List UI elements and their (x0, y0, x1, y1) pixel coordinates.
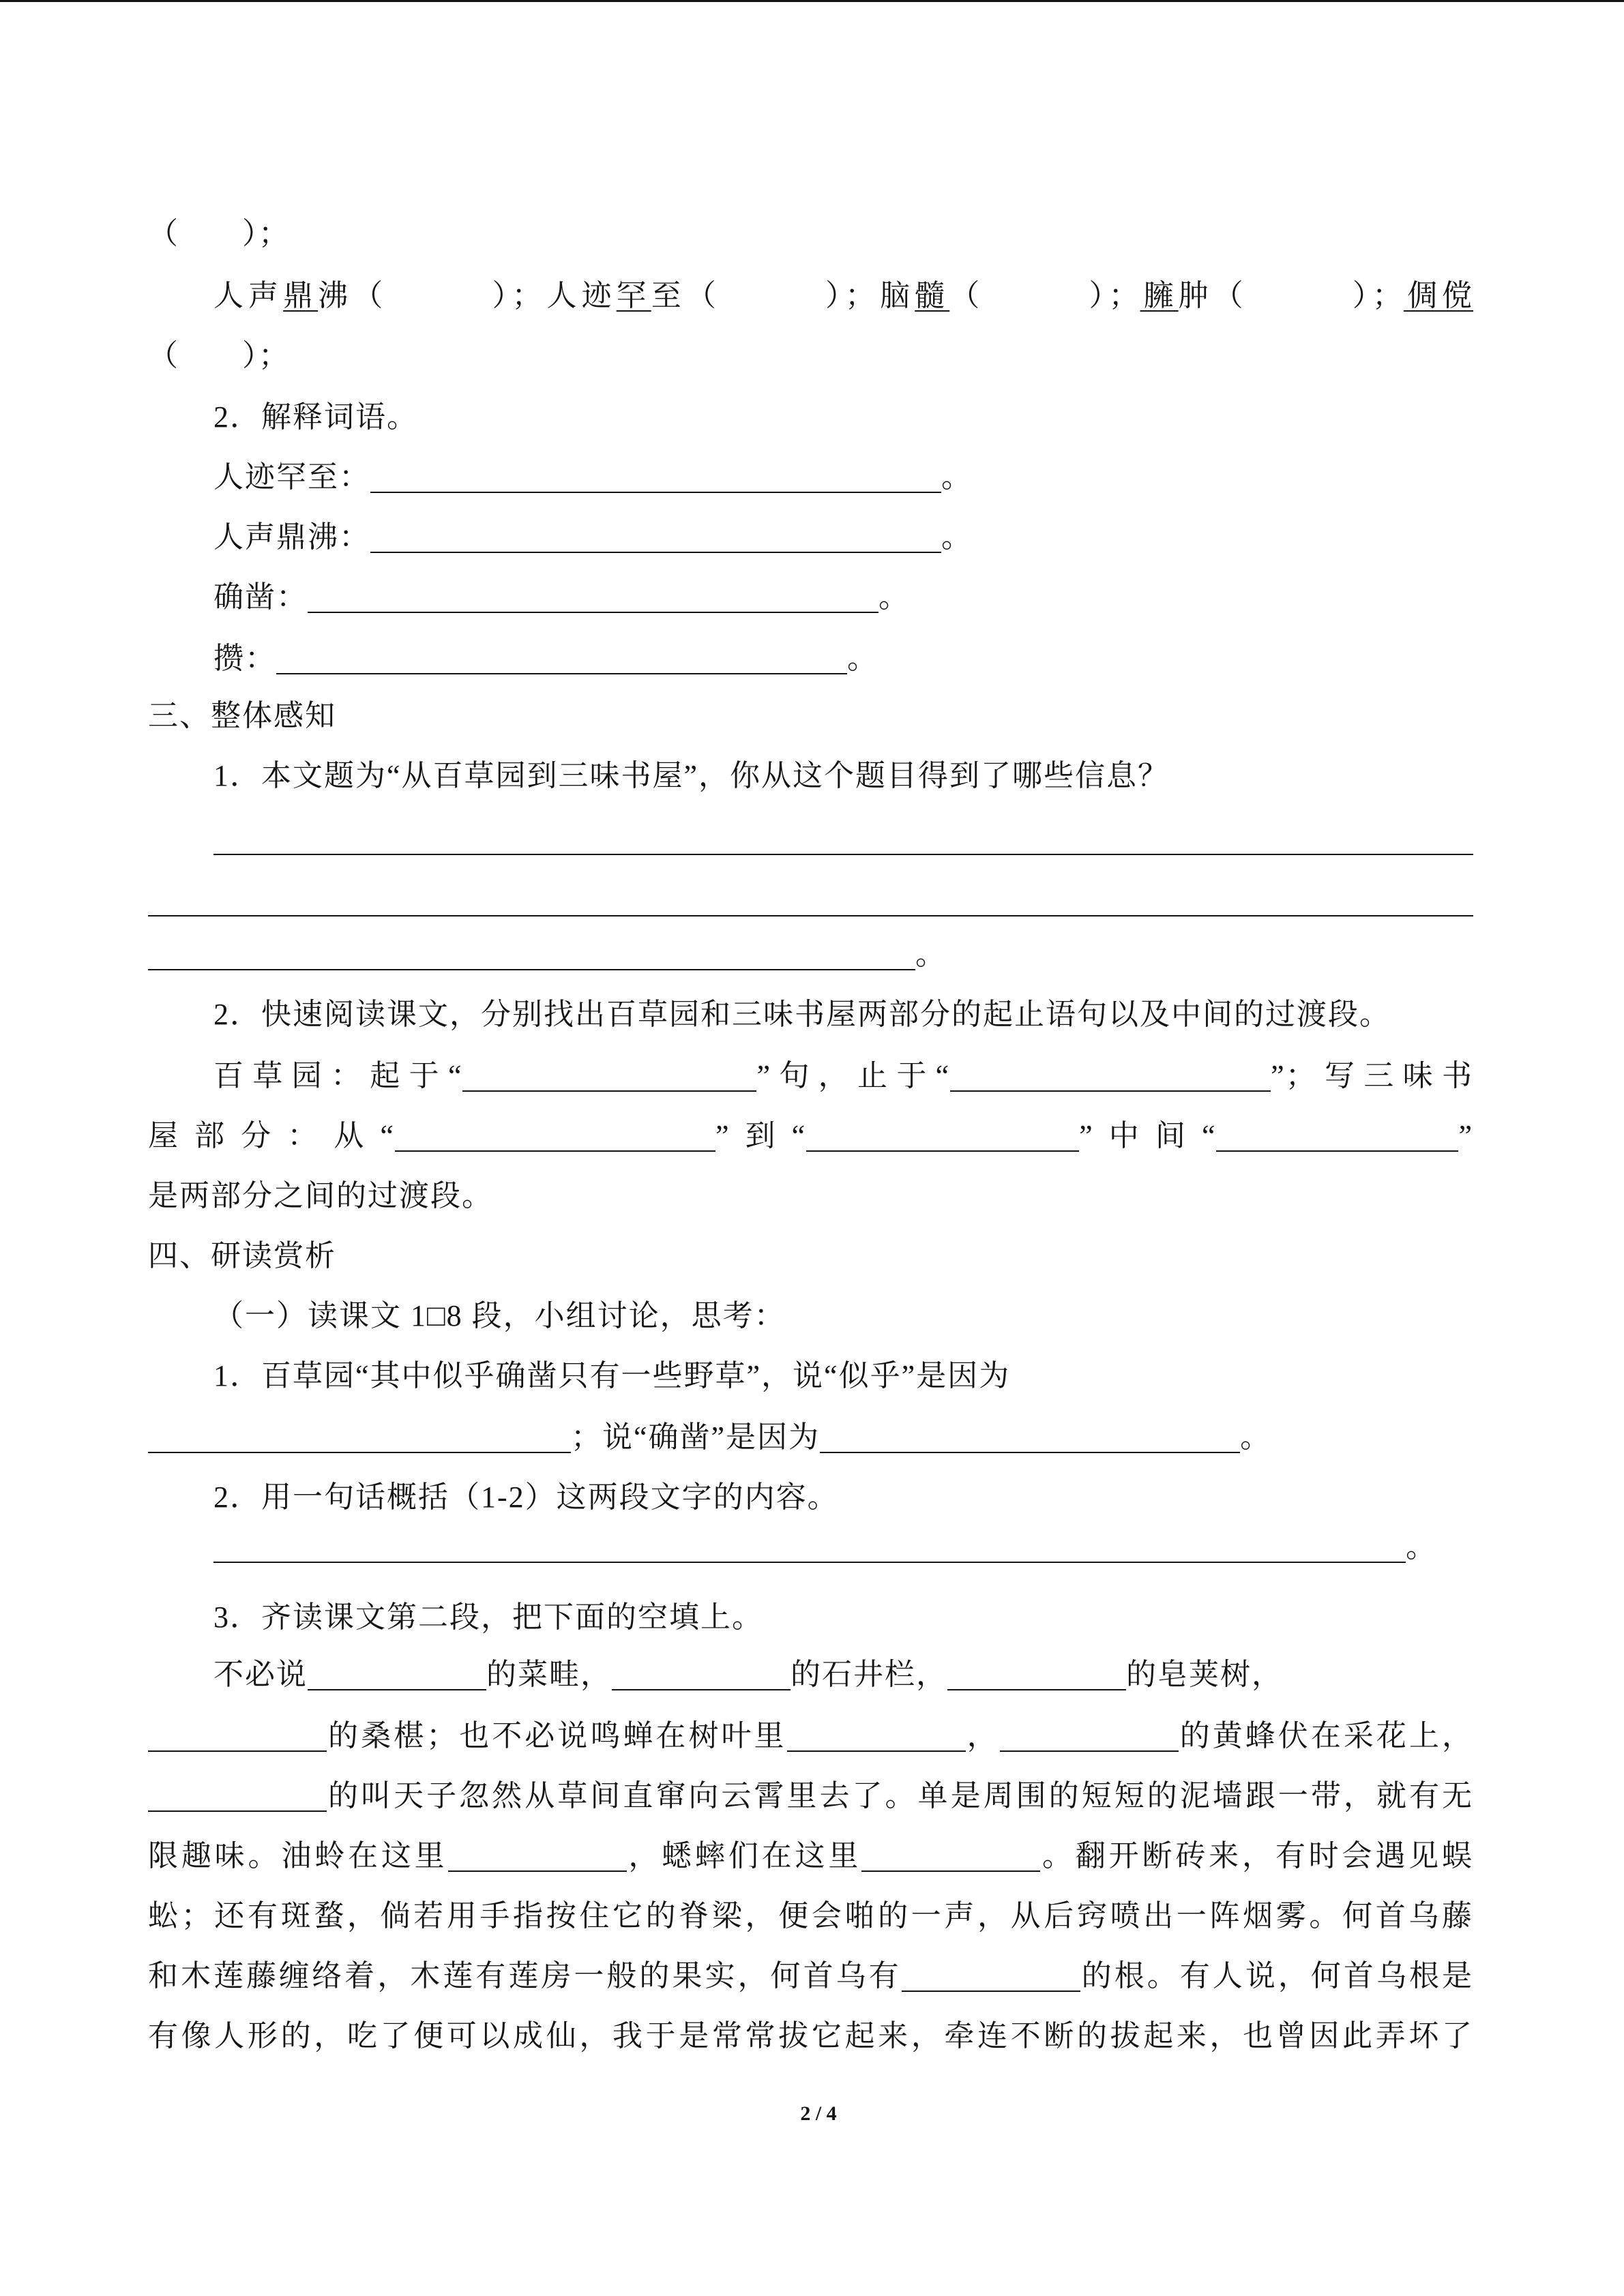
text-segment: 。 (1240, 1420, 1272, 1454)
text-segment: 百草园：起于“ (213, 1059, 463, 1092)
answer-blank (148, 1425, 571, 1453)
underlined-char: 臃 (1140, 279, 1179, 312)
answer-blank (1216, 1123, 1458, 1152)
text-segment: ”到“ (715, 1119, 807, 1152)
text-segment: ”句，止于“ (756, 1059, 951, 1092)
text-segment: 至（ ）；脑 (651, 279, 915, 312)
answer-blank (448, 1843, 627, 1872)
answer-blank (820, 1425, 1240, 1453)
text-segment: 。 (879, 580, 910, 614)
text-segment: 不必说 (213, 1658, 308, 1691)
answer-blank (902, 1963, 1080, 1992)
pronunciation-line-continued: （ ）； (148, 339, 290, 372)
pronunciation-line (213, 275, 1473, 316)
answer-blank (1000, 1723, 1179, 1752)
answer-blank (370, 524, 941, 553)
answer-blank (308, 1662, 486, 1690)
passage-line (148, 1776, 1473, 1817)
passage-line (213, 1654, 1473, 1695)
answer-blank (612, 1662, 791, 1690)
passage-line (148, 1836, 1473, 1877)
text-segment: 。 (915, 938, 947, 971)
text-segment: （ ）； (949, 279, 1140, 312)
text-segment: 。翻开断砖来，有时会遇见蜈 (1040, 1839, 1474, 1873)
text-segment: ， (965, 1719, 1000, 1753)
text-segment: 的皂荚树， (1126, 1658, 1283, 1691)
passage-line (148, 1716, 1473, 1757)
term-label: 攒： (213, 642, 276, 675)
section-heading: 三、整体感知 (148, 699, 336, 732)
text-segment: 沸（ ）；人迹 (318, 279, 617, 312)
question-text: 3．齐读课文第二段，把下面的空填上。 (213, 1600, 763, 1634)
text-segment: 。 (1406, 1530, 1437, 1564)
underlined-char: 髓 (915, 279, 950, 312)
text-segment: 。 (941, 520, 973, 554)
answer-blank (370, 464, 941, 493)
fill-in-line (148, 1116, 1473, 1157)
passage-line (148, 1956, 1473, 1997)
answer-blank (806, 1123, 1079, 1152)
text-segment: 的根。有人说，何首乌根是 (1080, 1959, 1473, 1993)
answer-line (213, 854, 1473, 855)
passage-line: 有像人形的，吃了便可以成仙，我于是常常拔它起来，牵连不断的拔起来，也曾因此弄坏了 (148, 2019, 1473, 2053)
question-text: 1．百草园“其中似乎确凿只有一些野草”，说“似乎”是因为 (213, 1359, 1011, 1392)
answer-blank (462, 1063, 756, 1092)
definition-line (213, 577, 1473, 618)
underlined-char: 鼎 (283, 279, 319, 312)
passage-line: 蚣；还有斑蝥，倘若用手指按住它的脊梁，便会啪的一声，从后窍喷出一阵烟雾。何首乌藤 (148, 1899, 1473, 1933)
text-segment: 和木莲藤缠络着，木莲有莲房一般的果实，何首乌有 (148, 1959, 902, 1993)
question-text: 2．快速阅读课文，分别找出百草园和三味书屋两部分的起止语句以及中间的过渡段。 (213, 998, 1391, 1031)
text-segment: ，蟋蟀们在这里 (626, 1839, 862, 1873)
answer-line (148, 915, 1473, 916)
answer-blank (148, 1723, 327, 1752)
answer-blank (947, 1662, 1126, 1690)
pronunciation-line-continued: （ ）； (148, 217, 290, 250)
term-label: 人迹罕至： (213, 460, 370, 494)
answer-blank (950, 1063, 1271, 1092)
answer-blank (861, 1843, 1040, 1872)
text-segment: 限趣味。油蛉在这里 (148, 1839, 448, 1873)
fill-in-line: 是两部分之间的过渡段。 (148, 1179, 493, 1212)
answer-blank (213, 1534, 1406, 1563)
section-heading: 四、研读赏析 (148, 1239, 336, 1272)
subsection-heading: （一）读课文 1□8 段，小组讨论，思考： (213, 1299, 786, 1332)
answer-line-end (213, 1527, 1473, 1568)
text-segment: 的菜畦， (486, 1658, 612, 1691)
text-segment: 的桑椹；也不必说鸣蝉在树叶里 (327, 1719, 787, 1753)
answer-blank (148, 1783, 327, 1812)
underlined-char: 倜傥 (1403, 279, 1474, 312)
text-segment: ；说“确凿”是因为 (571, 1420, 821, 1454)
text-segment: 人声 (213, 279, 284, 312)
answer-line-end (148, 934, 1473, 975)
text-segment: 。 (847, 642, 879, 675)
text-segment: 的石井栏， (791, 1658, 947, 1691)
top-border (0, 0, 1624, 2)
text-segment: ”中间“ (1079, 1119, 1217, 1152)
text-segment: 肿（ ）； (1178, 279, 1404, 312)
definition-line (213, 517, 1473, 558)
definition-line (213, 638, 1473, 679)
fill-in-line (213, 1056, 1473, 1097)
answer-blank (787, 1723, 966, 1752)
answer-blank (148, 942, 915, 970)
text-segment: 屋部分：从“ (148, 1119, 395, 1152)
question-text: 1．本文题为“从百草园到三味书屋”，你从这个题目得到了哪些信息？ (213, 759, 1170, 792)
answer-blank (395, 1123, 715, 1152)
text-segment: 的黄蜂伏在采花上， (1178, 1719, 1474, 1753)
text-segment: ” (1458, 1119, 1474, 1152)
term-label: 人声鼎沸： (213, 520, 370, 554)
page-number: 2 / 4 (800, 2102, 837, 2125)
question-text: 2．用一句话概括（1-2）这两段文字的内容。 (213, 1480, 839, 1514)
text-segment: 的叫天子忽然从草间直窜向云霄里去了。单是周围的短短的泥墙跟一带，就有无 (327, 1779, 1473, 1813)
answer-blank (276, 646, 847, 674)
text-segment: ”；写三味书 (1271, 1059, 1474, 1092)
answer-blank (308, 584, 879, 613)
term-label: 确凿： (213, 580, 308, 614)
text-segment: 。 (941, 460, 973, 494)
fill-in-line (148, 1417, 1473, 1458)
question-heading: 2．解释词语。 (213, 400, 418, 434)
definition-line (213, 457, 1473, 498)
underlined-char: 罕 (616, 279, 651, 312)
